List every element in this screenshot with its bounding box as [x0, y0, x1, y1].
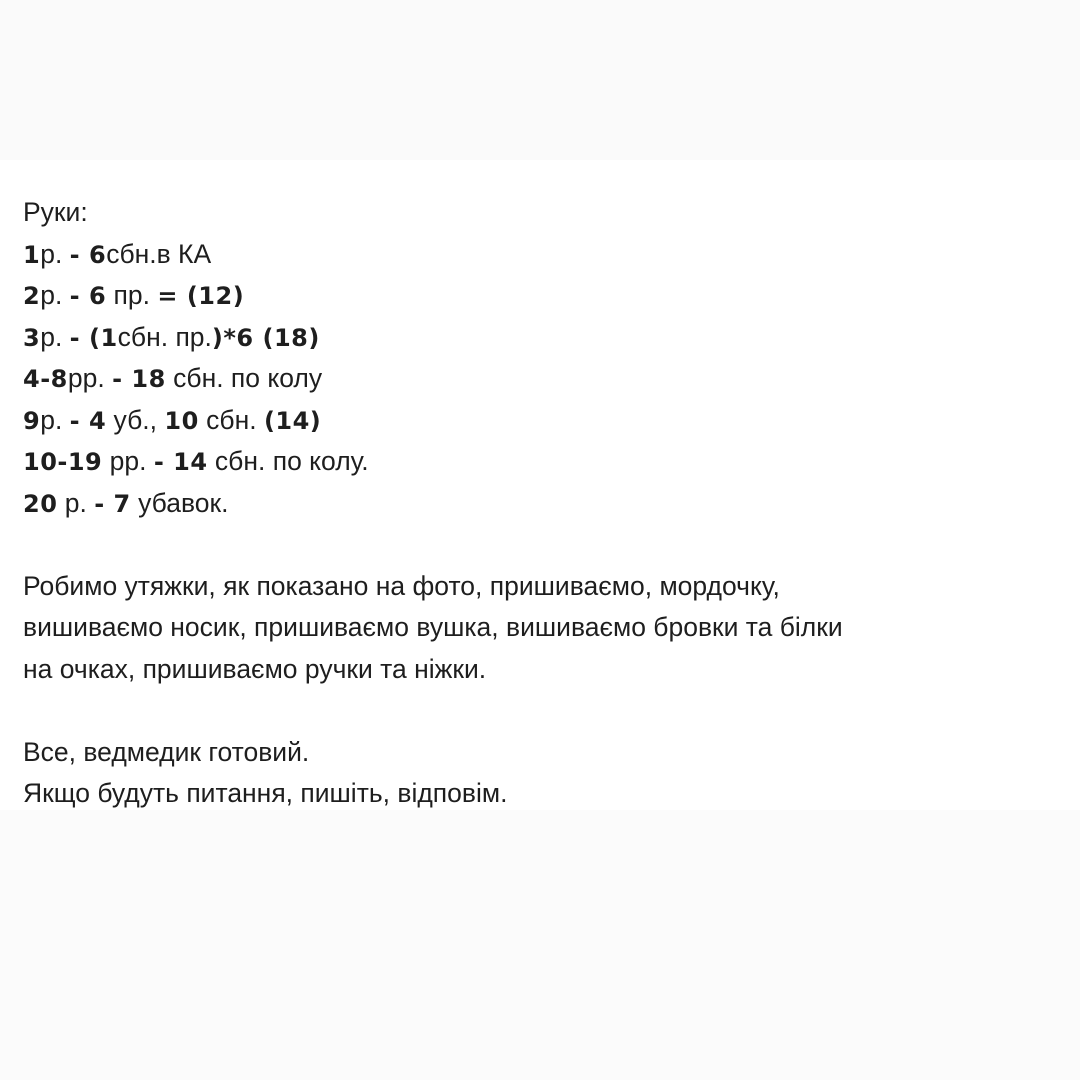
row-segment: сбн. по колу — [165, 363, 323, 393]
row-segment: - 6 — [69, 282, 107, 310]
pattern-row — [23, 358, 1063, 400]
spacer — [23, 524, 1063, 566]
row-segment: сбн. по колу. — [207, 446, 369, 476]
row-segment: = (12) — [157, 282, 245, 310]
row-segment: сбн.в КА — [106, 238, 212, 269]
row-segment: 4-8 — [23, 365, 68, 393]
row-segment: р. — [57, 487, 95, 518]
row-segment: сбн. — [198, 404, 264, 435]
pattern-row — [23, 234, 1063, 276]
row-segment: р. — [40, 404, 70, 435]
pattern-row — [23, 441, 1063, 483]
row-segment: 1 — [23, 240, 41, 269]
pattern-row — [23, 483, 1063, 525]
row-segment: р. — [40, 238, 70, 269]
row-segment: рр. — [67, 363, 113, 393]
row-segment: сбн. пр. — [117, 321, 212, 352]
paragraph-line: вишиваємо носик, пришиваємо вушка, вишиваємо бровки та білки — [23, 612, 843, 642]
pattern-row — [23, 275, 1063, 317]
row-segment: - 7 — [94, 489, 131, 518]
row-segment: пр. — [106, 280, 158, 310]
paragraph-line: на очках, пришиваємо ручки та ніжки. — [23, 653, 487, 684]
pattern-row — [23, 400, 1063, 442]
pattern-row — [23, 317, 1063, 359]
row-segment: р. — [40, 280, 70, 310]
row-segment: уб., — [106, 404, 165, 435]
section-heading: Руки: — [23, 197, 88, 227]
closing-paragraph — [23, 732, 1063, 815]
row-segment: рр. — [102, 446, 154, 476]
row-segment: 20 — [23, 489, 58, 518]
row-segment: 10 — [164, 406, 199, 435]
paragraph-line: Робимо утяжки, як показано на фото, пришиваємо, мордочку, — [23, 570, 780, 601]
pattern-text — [23, 192, 1063, 815]
row-segment: 3 — [23, 323, 41, 352]
instructions-paragraph — [23, 566, 1063, 691]
row-segment: 10-19 — [23, 448, 103, 476]
row-segment: (14) — [263, 406, 322, 435]
row-segment: р. — [40, 321, 70, 352]
top-background-band — [0, 0, 1080, 160]
bottom-background-band — [0, 810, 1080, 1080]
row-segment: 2 — [23, 282, 41, 310]
row-segment: )*6 (18) — [211, 323, 320, 352]
row-segment: - 14 — [153, 448, 208, 476]
row-segment: - (1 — [69, 323, 118, 352]
row-segment: убавок. — [130, 487, 229, 518]
row-segment: - 18 — [112, 365, 166, 393]
row-segment: - 6 — [69, 240, 107, 269]
closing-line: Все, ведмедик готовий. — [23, 736, 310, 767]
spacer — [23, 690, 1063, 732]
row-segment: 9 — [23, 406, 41, 435]
pattern-rows — [23, 234, 1063, 525]
row-segment: - 4 — [69, 406, 107, 435]
closing-line: Якщо будуть питання, пишіть, відповім. — [23, 778, 508, 808]
